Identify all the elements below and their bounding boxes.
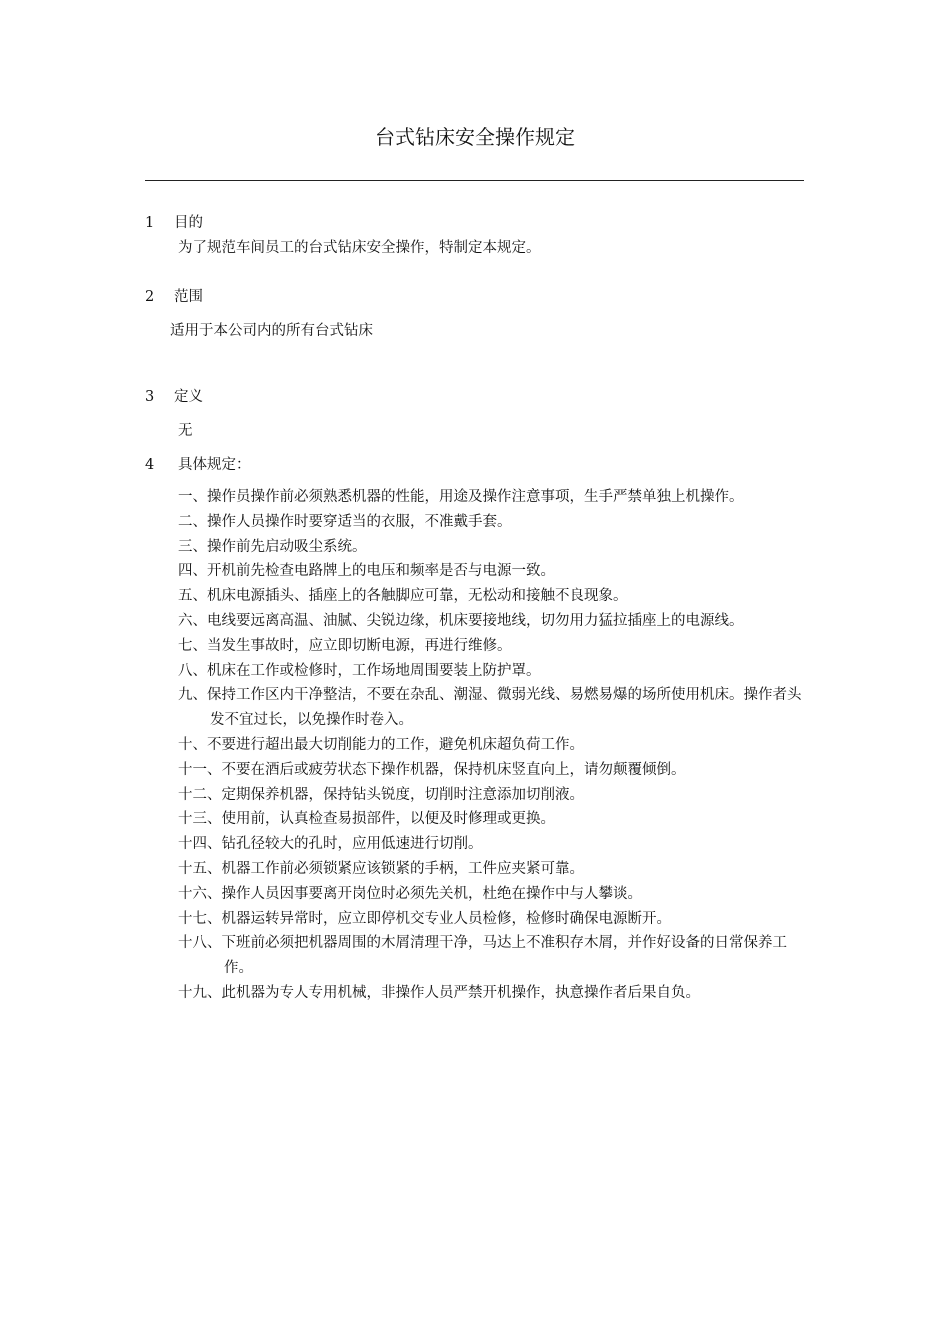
- section-1-text: 为了规范车间员工的台式钻床安全操作，特制定本规定。: [178, 240, 541, 256]
- rule-item: 十八、下班前必须把机器周围的木屑清理干净，马达上不准积存木屑，并作好设备的日常保养工作。: [178, 935, 787, 977]
- section-2-text: 适用于本公司内的所有台式钻床: [170, 323, 373, 339]
- rule-item: 七、当发生事故时，应立即切断电源，再进行维修。: [178, 637, 512, 654]
- section-2-number: 2: [145, 289, 155, 305]
- rule-item: 三、操作前先启动吸尘系统。: [178, 538, 367, 555]
- rule-item: 十九、此机器为专人专用机械，非操作人员严禁开机操作，执意操作者后果自负。: [178, 984, 700, 1001]
- rule-item: 八、机床在工作或检修时，工作场地周围要装上防护罩。: [178, 662, 541, 679]
- rule-item: 五、机床电源插头、插座上的各触脚应可靠，无松动和接触不良现象。: [178, 588, 628, 605]
- rule-item: 九、保持工作区内干净整洁，不要在杂乱、潮湿、微弱光线、易燃易爆的场所使用机床。操作者头发不宜过长，以免操作时卷入。: [178, 687, 802, 729]
- section-3-number: 3: [145, 389, 155, 405]
- section-4-number: 4: [145, 457, 155, 473]
- rule-item: 十三、使用前，认真检查易损部件，以便及时修理或更换。: [178, 811, 555, 828]
- section-1-heading: 目的: [174, 215, 203, 231]
- rule-item: 十四、钻孔径较大的孔时，应用低速进行切削。: [178, 836, 483, 853]
- rule-item: 十一、不要在酒后或疲劳状态下操作机器，保持机床竖直向上，请勿颠覆倾倒。: [178, 761, 686, 778]
- section-3-heading: 定义: [174, 389, 203, 405]
- rule-item: 十二、定期保养机器，保持钻头锐度，切削时注意添加切削液。: [178, 786, 584, 803]
- rule-item: 十六、操作人员因事要离开岗位时必须先关机，杜绝在操作中与人攀谈。: [178, 885, 642, 902]
- rule-item: 二、操作人员操作时要穿适当的衣服，不准戴手套。: [178, 513, 512, 530]
- rules-list: [178, 485, 808, 1006]
- title-divider: [145, 180, 804, 181]
- section-4-heading: 具体规定：: [178, 457, 251, 473]
- rule-item: 四、开机前先检查电路牌上的电压和频率是否与电源一致。: [178, 563, 555, 580]
- section-1-number: 1: [145, 215, 155, 231]
- rule-item: 十七、机器运转异常时，应立即停机交专业人员检修，检修时确保电源断开。: [178, 910, 671, 927]
- rule-item: 六、电线要远离高温、油腻、尖锐边缘，机床要接地线，切勿用力猛拉插座上的电源线。: [178, 612, 744, 629]
- rule-item: 十五、机器工作前必须锁紧应该锁紧的手柄，工件应夹紧可靠。: [178, 860, 584, 877]
- section-2-heading: 范围: [174, 289, 203, 305]
- rule-item: 十、不要进行超出最大切削能力的工作，避免机床超负荷工作。: [178, 736, 584, 753]
- document-title: 台式钻床安全操作规定: [375, 125, 575, 149]
- rule-item: 一、操作员操作前必须熟悉机器的性能，用途及操作注意事项，生手严禁单独上机操作。: [178, 489, 744, 505]
- section-3-text: 无: [178, 423, 193, 439]
